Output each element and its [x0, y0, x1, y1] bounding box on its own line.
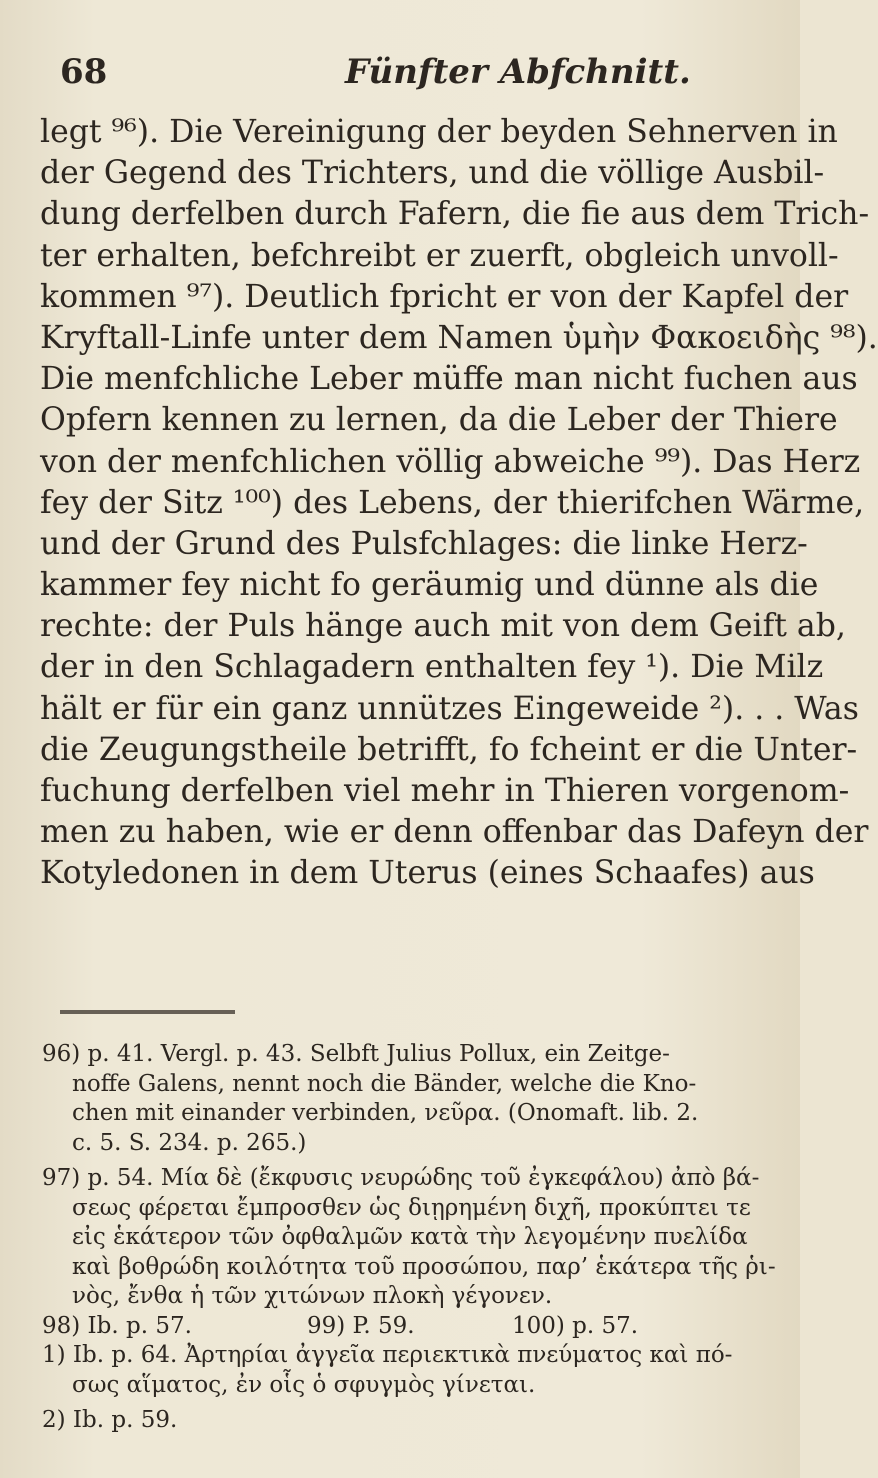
- text-line: die Zeugungstheile betrifft, fo fcheint er die Unter-: [40, 731, 858, 768]
- main-text: [40, 112, 878, 895]
- text-line: Opfern kennen zu lernen, da die Leber der Thiere: [40, 402, 838, 439]
- footnote-96-line: noffe Galens, nennt noch die Bänder, welche die Kno-: [72, 1070, 697, 1097]
- running-head: Fünfter Abfchnitt.: [345, 52, 691, 92]
- text-line: men zu haben, wie er denn offenbar das Dafeyn der: [40, 814, 869, 851]
- footnote-97-line: νὸς, ἔνθα ἡ τῶν χιτώνων πλοκὴ γέγονεν.: [72, 1283, 553, 1309]
- text-line: legt ⁹⁶). Die Vereinigung der beyden Sehnerven in: [40, 114, 838, 150]
- text-line: hält er für ein ganz unnützes Eingeweide ²). . . Was: [40, 690, 859, 727]
- text-line: Kryftall-Linfe unter dem Namen ὑμὴν Φακοειδὴς ⁹⁸).: [40, 319, 878, 356]
- text-line: dung derfelben durch Fafern, die fie aus dem Trich-: [40, 196, 870, 233]
- footnote-1-line: σως αἵματος, ἐν οἷς ὁ σφυγμὸς γίνεται.: [72, 1371, 536, 1398]
- text-line: der Gegend des Trichters, und die völlige Ausbil-: [40, 155, 825, 192]
- footnote-row-98-100: [42, 1312, 772, 1342]
- footnote-98: 98) Ib. p. 57.: [42, 1312, 192, 1339]
- text-line: und der Grund des Pulsfchlages: die linke Herz-: [40, 525, 808, 562]
- text-line: fey der Sitz ¹⁰⁰) des Lebens, der thierifchen Wärme,: [40, 484, 865, 521]
- text-line: kommen ⁹⁷). Deutlich fpricht er von der Kapfel der: [40, 278, 849, 315]
- footnote-1-line: 1) Ib. p. 64. Ἀρτηρίαι ἀγγεῖα περιεκτικὰ πνεύματος καὶ πό-: [42, 1342, 733, 1368]
- footnote-97-line: 97) p. 54. Μία δὲ (ἔκφυσις νευρώδης τοῦ ἐγκεφάλου) ἀπὸ βά-: [42, 1165, 760, 1191]
- text-line: von der menfchlichen völlig abweiche ⁹⁹). Das Herz: [40, 443, 861, 480]
- footnote-100: 100) p. 57.: [512, 1312, 639, 1339]
- footnote-96-line: chen mit einander verbinden, νεῦρα. (Onomaft. lib. 2.: [72, 1100, 699, 1126]
- page-number: 68: [60, 52, 108, 92]
- footnotes: [42, 1040, 776, 1436]
- text-line: fuchung derfelben viel mehr in Thieren vorgenom-: [40, 773, 850, 809]
- footnote-97-line: εἰς ἑκάτερον τῶν ὀφθαλμῶν κατὰ τὴν λεγομένην πυελίδα: [72, 1224, 748, 1250]
- page-header: [60, 52, 760, 102]
- text-line: Die menfchliche Leber müffe man nicht fuchen aus: [40, 361, 858, 398]
- footnote-97-line: σεως φέρεται ἔμπροσθεν ὡς διῃρημένη διχῆ, προκύπτει τε: [72, 1194, 751, 1221]
- text-line: der in den Schlagadern enthalten fey ¹). Die Milz: [40, 649, 824, 686]
- text-line: Kotyledonen in dem Uterus (eines Schaafes) aus: [40, 855, 815, 892]
- footnote-99: 99) P. 59.: [307, 1312, 415, 1339]
- footnote-96-line: 96) p. 41. Vergl. p. 43. Selbft Julius Pollux, ein Zeitge-: [42, 1041, 670, 1067]
- text-line: ter erhalten, befchreibt er zuerft, obgleich unvoll-: [40, 237, 839, 274]
- footnote-97-line: καὶ βοθρώδη κοιλότητα τοῦ προσώπου, παρ’ ἑκάτερα τῆς ῥι-: [72, 1253, 776, 1280]
- footnote-2: 2) Ib. p. 59.: [42, 1407, 178, 1433]
- text-line: kammer fey nicht fo geräumig und dünne als die: [40, 567, 819, 604]
- footnote-separator: [60, 1010, 235, 1014]
- footnote-96-line: c. 5. S. 234. p. 265.): [72, 1129, 307, 1156]
- text-line: rechte: der Puls hänge auch mit von dem Geift ab,: [40, 608, 846, 645]
